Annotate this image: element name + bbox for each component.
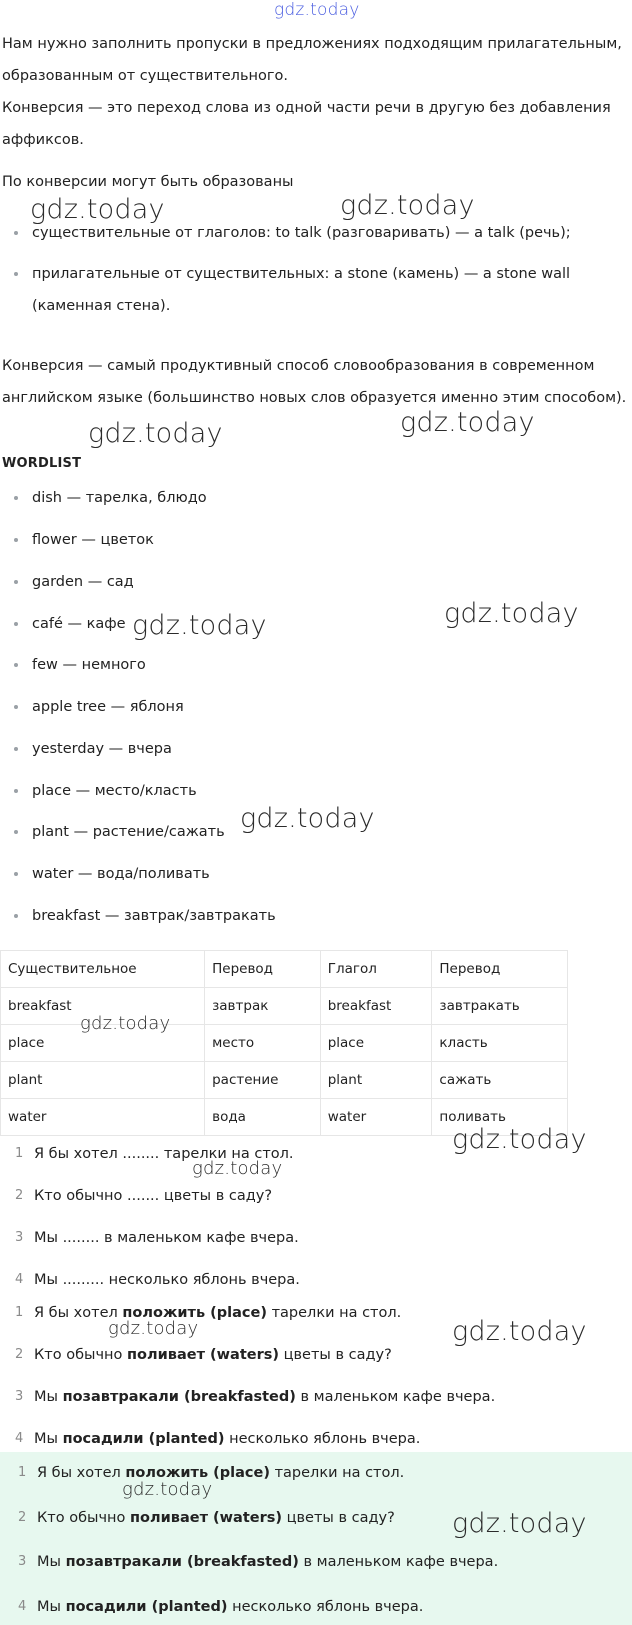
intro-paragraph-4: Конверсия — самый продуктивный способ словообразования в современном английском языке (большинство новых слов образуется именно этим способом). [2,358,627,406]
watermark: gdz.today [444,598,579,629]
table-header-cell: Перевод [205,951,321,988]
intro-paragraph-1: Нам нужно заполнить пропуски в предложениях подходящим прилагательным, образованным от существительного. [2,36,622,84]
task-number: 1 [15,1146,24,1161]
bullet-dot-icon [14,705,18,709]
task-number: 4 [15,1272,24,1287]
answer-word: положить (place) [122,1305,267,1321]
answer-word: позавтракали (breakfasted) [65,1554,299,1570]
answer-item [0,1423,628,1455]
answer-item [0,1381,628,1413]
watermark: gdz.today [340,190,475,221]
answer-text: Я бы хотел положить (place) тарелки на стол. [34,1305,402,1321]
bullet-dot-icon [14,914,18,918]
task-item [0,1264,628,1296]
answer-word: посадили (planted) [65,1599,228,1615]
bullet-dot-icon [14,580,18,584]
table-cell: сажать [432,1062,568,1099]
table-cell: завтрак [205,988,321,1025]
table-cell: место [205,1025,321,1062]
answer-text: Кто обычно поливает (waters) цветы в саду? [34,1347,392,1363]
bullet-dot-icon [14,496,18,500]
table-cell: завтракать [432,988,568,1025]
watermark: gdz.today [108,1318,199,1339]
table-row [1,1062,568,1099]
bullet-dot-icon [14,231,18,235]
table-cell: вода [205,1099,321,1136]
answer-item-highlighted [0,1546,628,1578]
answer-item-highlighted [0,1457,628,1489]
table-cell: поливать [432,1099,568,1136]
task-item [0,1180,628,1212]
answer-text: Кто обычно поливает (waters) цветы в саду? [37,1510,395,1526]
watermark: gdz.today [80,1013,171,1034]
bullet-dot-icon [14,789,18,793]
answer-number: 3 [15,1389,24,1404]
table-cell: water [1,1099,205,1136]
table-cell: breakfast [1,988,205,1025]
watermark: gdz.today [400,407,535,438]
table-header-row [1,951,568,988]
table-header-cell: Перевод [432,951,568,988]
watermark: gdz.today [132,610,267,641]
table-cell: plant [320,1062,432,1099]
answer-text: Мы посадили (planted) несколько яблонь вчера. [37,1599,424,1615]
watermark: gdz.today [192,1158,283,1179]
task-number: 2 [15,1188,24,1203]
watermark-top: gdz.today [274,0,360,20]
watermark: gdz.today [88,418,223,449]
bullet-dot-icon [14,830,18,834]
vocab-table [0,950,568,1136]
task-text: Кто обычно ....... цветы в саду? [34,1188,273,1204]
wordlist-title: WORDLIST [2,456,82,471]
answer-text: Мы позавтракали (breakfasted) в маленьком кафе вчера. [34,1389,496,1405]
task-number: 3 [15,1230,24,1245]
bullet-dot-icon [14,872,18,876]
answer-word: посадили (planted) [62,1431,225,1447]
table-cell: place [1,1025,205,1062]
answer-number: 2 [15,1347,24,1362]
table-cell: breakfast [320,988,432,1025]
intro-paragraph-3: По конверсии могут быть образованы [2,174,294,190]
answer-text: Мы позавтракали (breakfasted) в маленьком кафе вчера. [37,1554,499,1570]
answer-number: 4 [15,1431,24,1446]
answer-text: Мы посадили (planted) несколько яблонь вчера. [34,1431,421,1447]
watermark: gdz.today [452,1124,587,1155]
answer-text: Я бы хотел положить (place) тарелки на стол. [37,1465,405,1481]
table-cell: класть [432,1025,568,1062]
task-item [0,1222,628,1254]
table-cell: water [320,1099,432,1136]
table-cell: plant [1,1062,205,1099]
answer-number: 1 [15,1305,24,1320]
answer-number: 3 [18,1554,27,1569]
watermark: gdz.today [452,1508,587,1539]
answer-word: позавтракали (breakfasted) [62,1389,296,1405]
watermark: gdz.today [452,1316,587,1347]
watermark: gdz.today [30,194,165,225]
answer-number: 1 [18,1465,27,1480]
bullet-dot-icon [14,622,18,626]
bullet-dot-icon [14,663,18,667]
bullet-dot-icon [14,538,18,542]
task-text: Мы ........ в маленьком кафе вчера. [34,1230,299,1246]
intro-paragraph-2: Конверсия — это переход слова из одной части речи в другую без добавления аффиксов. [2,100,611,148]
answer-word: положить (place) [125,1465,270,1481]
table-cell: растение [205,1062,321,1099]
table-header-cell: Существительное [1,951,205,988]
answer-word: поливает (waters) [127,1347,280,1363]
table-cell: place [320,1025,432,1062]
watermark: gdz.today [240,803,375,834]
task-text: Я бы хотел ........ тарелки на стол. [34,1146,294,1162]
answer-word: поливает (waters) [130,1510,283,1526]
answer-number: 4 [18,1599,27,1614]
answer-number: 2 [18,1510,27,1525]
bullet-dot-icon [14,747,18,751]
bullet-dot-icon [14,272,18,276]
watermark: gdz.today [122,1479,213,1500]
table-header-cell: Глагол [320,951,432,988]
task-text: Мы ......... несколько яблонь вчера. [34,1272,300,1288]
answer-item-highlighted [0,1591,628,1623]
